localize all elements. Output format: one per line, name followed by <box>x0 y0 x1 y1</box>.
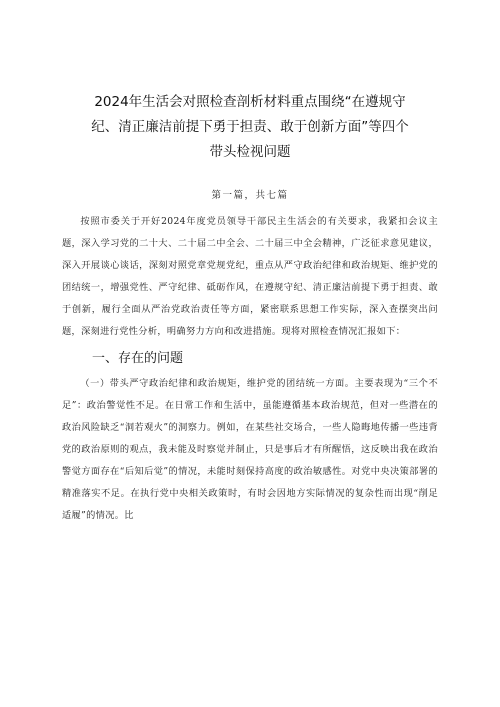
document-title <box>62 90 438 165</box>
document-subtitle: 第一篇，共七篇 <box>211 190 289 201</box>
section-paragraph: （一）带头严守政治纪律和政治规矩，维护党的团结统一方面。主要表现为“三个不足”：政治警觉性不足。在日常工作和生活中，虽能遵循基本政治规范，但对一些潜在的政治风险缺乏“洞若观火”的洞察力。例如，在某些社交场合，一些人隐晦地传播一些违背党的政治原则的观点，我未能及时察觉并制止，只是事后才有所醒悟，这反映出我在政治警觉方面存在“后知后觉”的情况，未能时刻保持高度的政治敏感性。对党中央决策部署的精准落实不足。在执行党中央相关政策时，有时会因地方实际情况的复杂性而出现“削足适履”的情况。比 <box>62 378 438 521</box>
section-heading: 一、存在的问题 <box>92 351 184 366</box>
title-line-2: 纪、清正廉洁前提下勇于担责、敢于创新方面”等四个 <box>91 119 409 135</box>
title-line-1: 2024年生活会对照检查剖析材料重点围绕“在遵规守 <box>94 94 406 110</box>
intro-paragraph: 按照市委关于开好2024年度党员领导干部民主生活会的有关要求，我紧扣会议主题，深入学习党的二十大、二十届二中全会、二十届三中全会精神，广泛征求意见建议，深入开展谈心谈话，深刻对照党章党规党纪，重点从严守政治纪律和政治规矩、维护党的团结统一，增强党性、严守纪律、砥砺作风，在遵规守纪、清正廉洁前提下勇于担责、敢于创新，履行全面从严治党政治责任等方面，紧密联系思想工作实际，深入查摆突出问题，深刻进行党性分析，明确努力方向和改进措施。现将对照检查情况汇报如下： <box>62 216 438 337</box>
title-line-3: 带头检视问题 <box>209 144 291 160</box>
